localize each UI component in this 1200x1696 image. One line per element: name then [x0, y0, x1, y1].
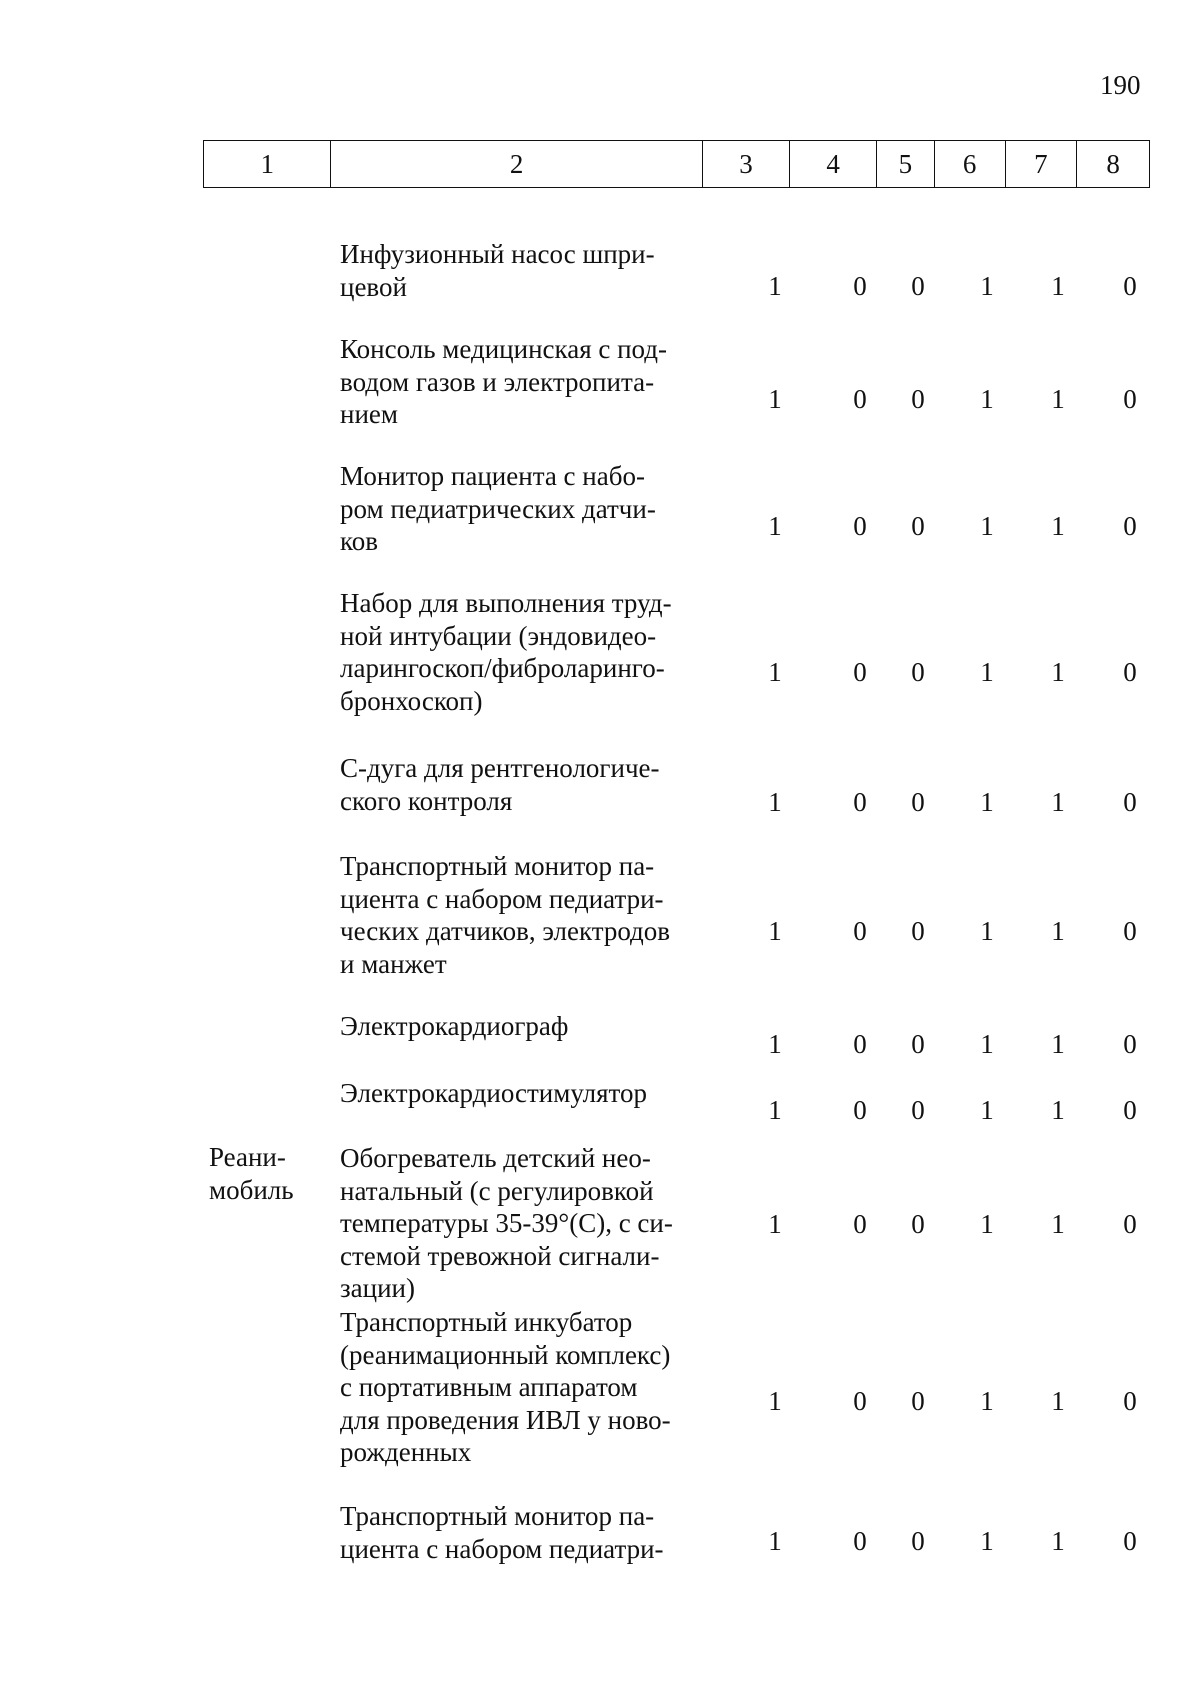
column-header-1: 1 [204, 141, 331, 188]
value-cell-col4: 0 [853, 916, 867, 946]
value-cell-col7: 1 [1051, 511, 1065, 541]
equipment-name: Консоль медицинская с под- водом газов и электропита- нием [340, 334, 668, 429]
value-cell-col3: 1 [768, 1095, 782, 1125]
value-cell-col4: 0 [853, 1386, 867, 1416]
value-cell-col3: 1 [768, 1526, 782, 1556]
column-header-8: 8 [1077, 141, 1150, 188]
value-cell-col8: 0 [1123, 657, 1137, 687]
value-cell-col7: 1 [1051, 1386, 1065, 1416]
equipment-name: Электрокардиограф [340, 1011, 569, 1041]
value-cell-col7: 1 [1051, 787, 1065, 817]
value-cell-col4: 0 [853, 271, 867, 301]
value-cell-col4: 0 [853, 1209, 867, 1239]
value-cell-col6: 1 [980, 1386, 994, 1416]
value-cell-col3: 1 [768, 384, 782, 414]
equipment-name: Транспортный монитор па- циента с набором педиатри- ческих датчиков, электродов и манжет [340, 851, 671, 979]
column-header-3: 3 [702, 141, 790, 188]
value-cell-col8: 0 [1123, 511, 1137, 541]
value-cell-col5: 0 [911, 1095, 925, 1125]
value-cell-col4: 0 [853, 787, 867, 817]
value-cell-col6: 1 [980, 384, 994, 414]
value-cell-col8: 0 [1123, 271, 1137, 301]
equipment-name: Транспортный инкубатор (реанимационный комплекс) с портативным аппаратом для проведения ИВЛ у ново- рожденных [340, 1307, 671, 1467]
value-cell-col3: 1 [768, 1209, 782, 1239]
value-cell-col6: 1 [980, 916, 994, 946]
value-cell-col5: 0 [911, 1209, 925, 1239]
group-label [209, 1141, 309, 1206]
value-cell-col6: 1 [980, 1209, 994, 1239]
value-cell-col5: 0 [911, 271, 925, 301]
value-cell-col4: 0 [853, 657, 867, 687]
page-number: 190 [1100, 70, 1141, 100]
value-cell-col7: 1 [1051, 271, 1065, 301]
value-cell-col6: 1 [980, 1526, 994, 1556]
value-cell-col4: 0 [853, 1526, 867, 1556]
value-cell-col3: 1 [768, 1029, 782, 1059]
value-cell-col8: 0 [1123, 1526, 1137, 1556]
value-cell-col6: 1 [980, 1095, 994, 1125]
value-cell-col5: 0 [911, 1029, 925, 1059]
value-cell-col3: 1 [768, 787, 782, 817]
equipment-name: Транспортный монитор па- циента с набором педиатри- [340, 1501, 664, 1564]
value-cell-col4: 0 [853, 384, 867, 414]
value-cell-col8: 0 [1123, 787, 1137, 817]
value-cell-col7: 1 [1051, 384, 1065, 414]
value-cell-col5: 0 [911, 1386, 925, 1416]
value-cell-col7: 1 [1051, 1029, 1065, 1059]
value-cell-col3: 1 [768, 511, 782, 541]
column-header-7: 7 [1005, 141, 1077, 188]
column-header-4: 4 [790, 141, 877, 188]
value-cell-col7: 1 [1051, 1095, 1065, 1125]
value-cell-col6: 1 [980, 657, 994, 687]
column-number-header [203, 140, 1150, 188]
value-cell-col4: 0 [853, 1095, 867, 1125]
value-cell-col8: 0 [1123, 1095, 1137, 1125]
value-cell-col5: 0 [911, 384, 925, 414]
value-cell-col5: 0 [911, 511, 925, 541]
value-cell-col4: 0 [853, 1029, 867, 1059]
equipment-name: Обогреватель детский нео- натальный (с регулировкой температуры 35-39°(С), с си- стемой тревожной сигнали- зации) [340, 1143, 673, 1303]
value-cell-col3: 1 [768, 916, 782, 946]
value-cell-col8: 0 [1123, 1386, 1137, 1416]
value-cell-col6: 1 [980, 511, 994, 541]
value-cell-col6: 1 [980, 787, 994, 817]
value-cell-col5: 0 [911, 1526, 925, 1556]
value-cell-col5: 0 [911, 787, 925, 817]
column-header-2: 2 [331, 141, 702, 188]
value-cell-col3: 1 [768, 657, 782, 687]
value-cell-col7: 1 [1051, 657, 1065, 687]
value-cell-col7: 1 [1051, 916, 1065, 946]
equipment-name: Набор для выполнения труд- ной интубации (эндовидео- ларингоскоп/фиброларинго- бронхоскоп) [340, 588, 672, 716]
value-cell-col6: 1 [980, 1029, 994, 1059]
value-cell-col4: 0 [853, 511, 867, 541]
column-header-5: 5 [877, 141, 935, 188]
value-cell-col6: 1 [980, 271, 994, 301]
value-cell-col8: 0 [1123, 1029, 1137, 1059]
equipment-name: Монитор пациента с набо- ром педиатрических датчи- ков [340, 461, 656, 556]
value-cell-col8: 0 [1123, 1209, 1137, 1239]
equipment-name: Инфузионный насос шпри- цевой [340, 239, 655, 302]
value-cell-col8: 0 [1123, 916, 1137, 946]
value-cell-col8: 0 [1123, 384, 1137, 414]
value-cell-col5: 0 [911, 916, 925, 946]
value-cell-col7: 1 [1051, 1209, 1065, 1239]
value-cell-col5: 0 [911, 657, 925, 687]
value-cell-col3: 1 [768, 1386, 782, 1416]
equipment-name: С-дуга для рентгенологиче- ского контроля [340, 753, 660, 816]
equipment-name: Электрокардиостимулятор [340, 1078, 647, 1108]
value-cell-col7: 1 [1051, 1526, 1065, 1556]
value-cell-col3: 1 [768, 271, 782, 301]
column-header-6: 6 [934, 141, 1005, 188]
group-label-text: Реани- мобиль [209, 1142, 294, 1205]
